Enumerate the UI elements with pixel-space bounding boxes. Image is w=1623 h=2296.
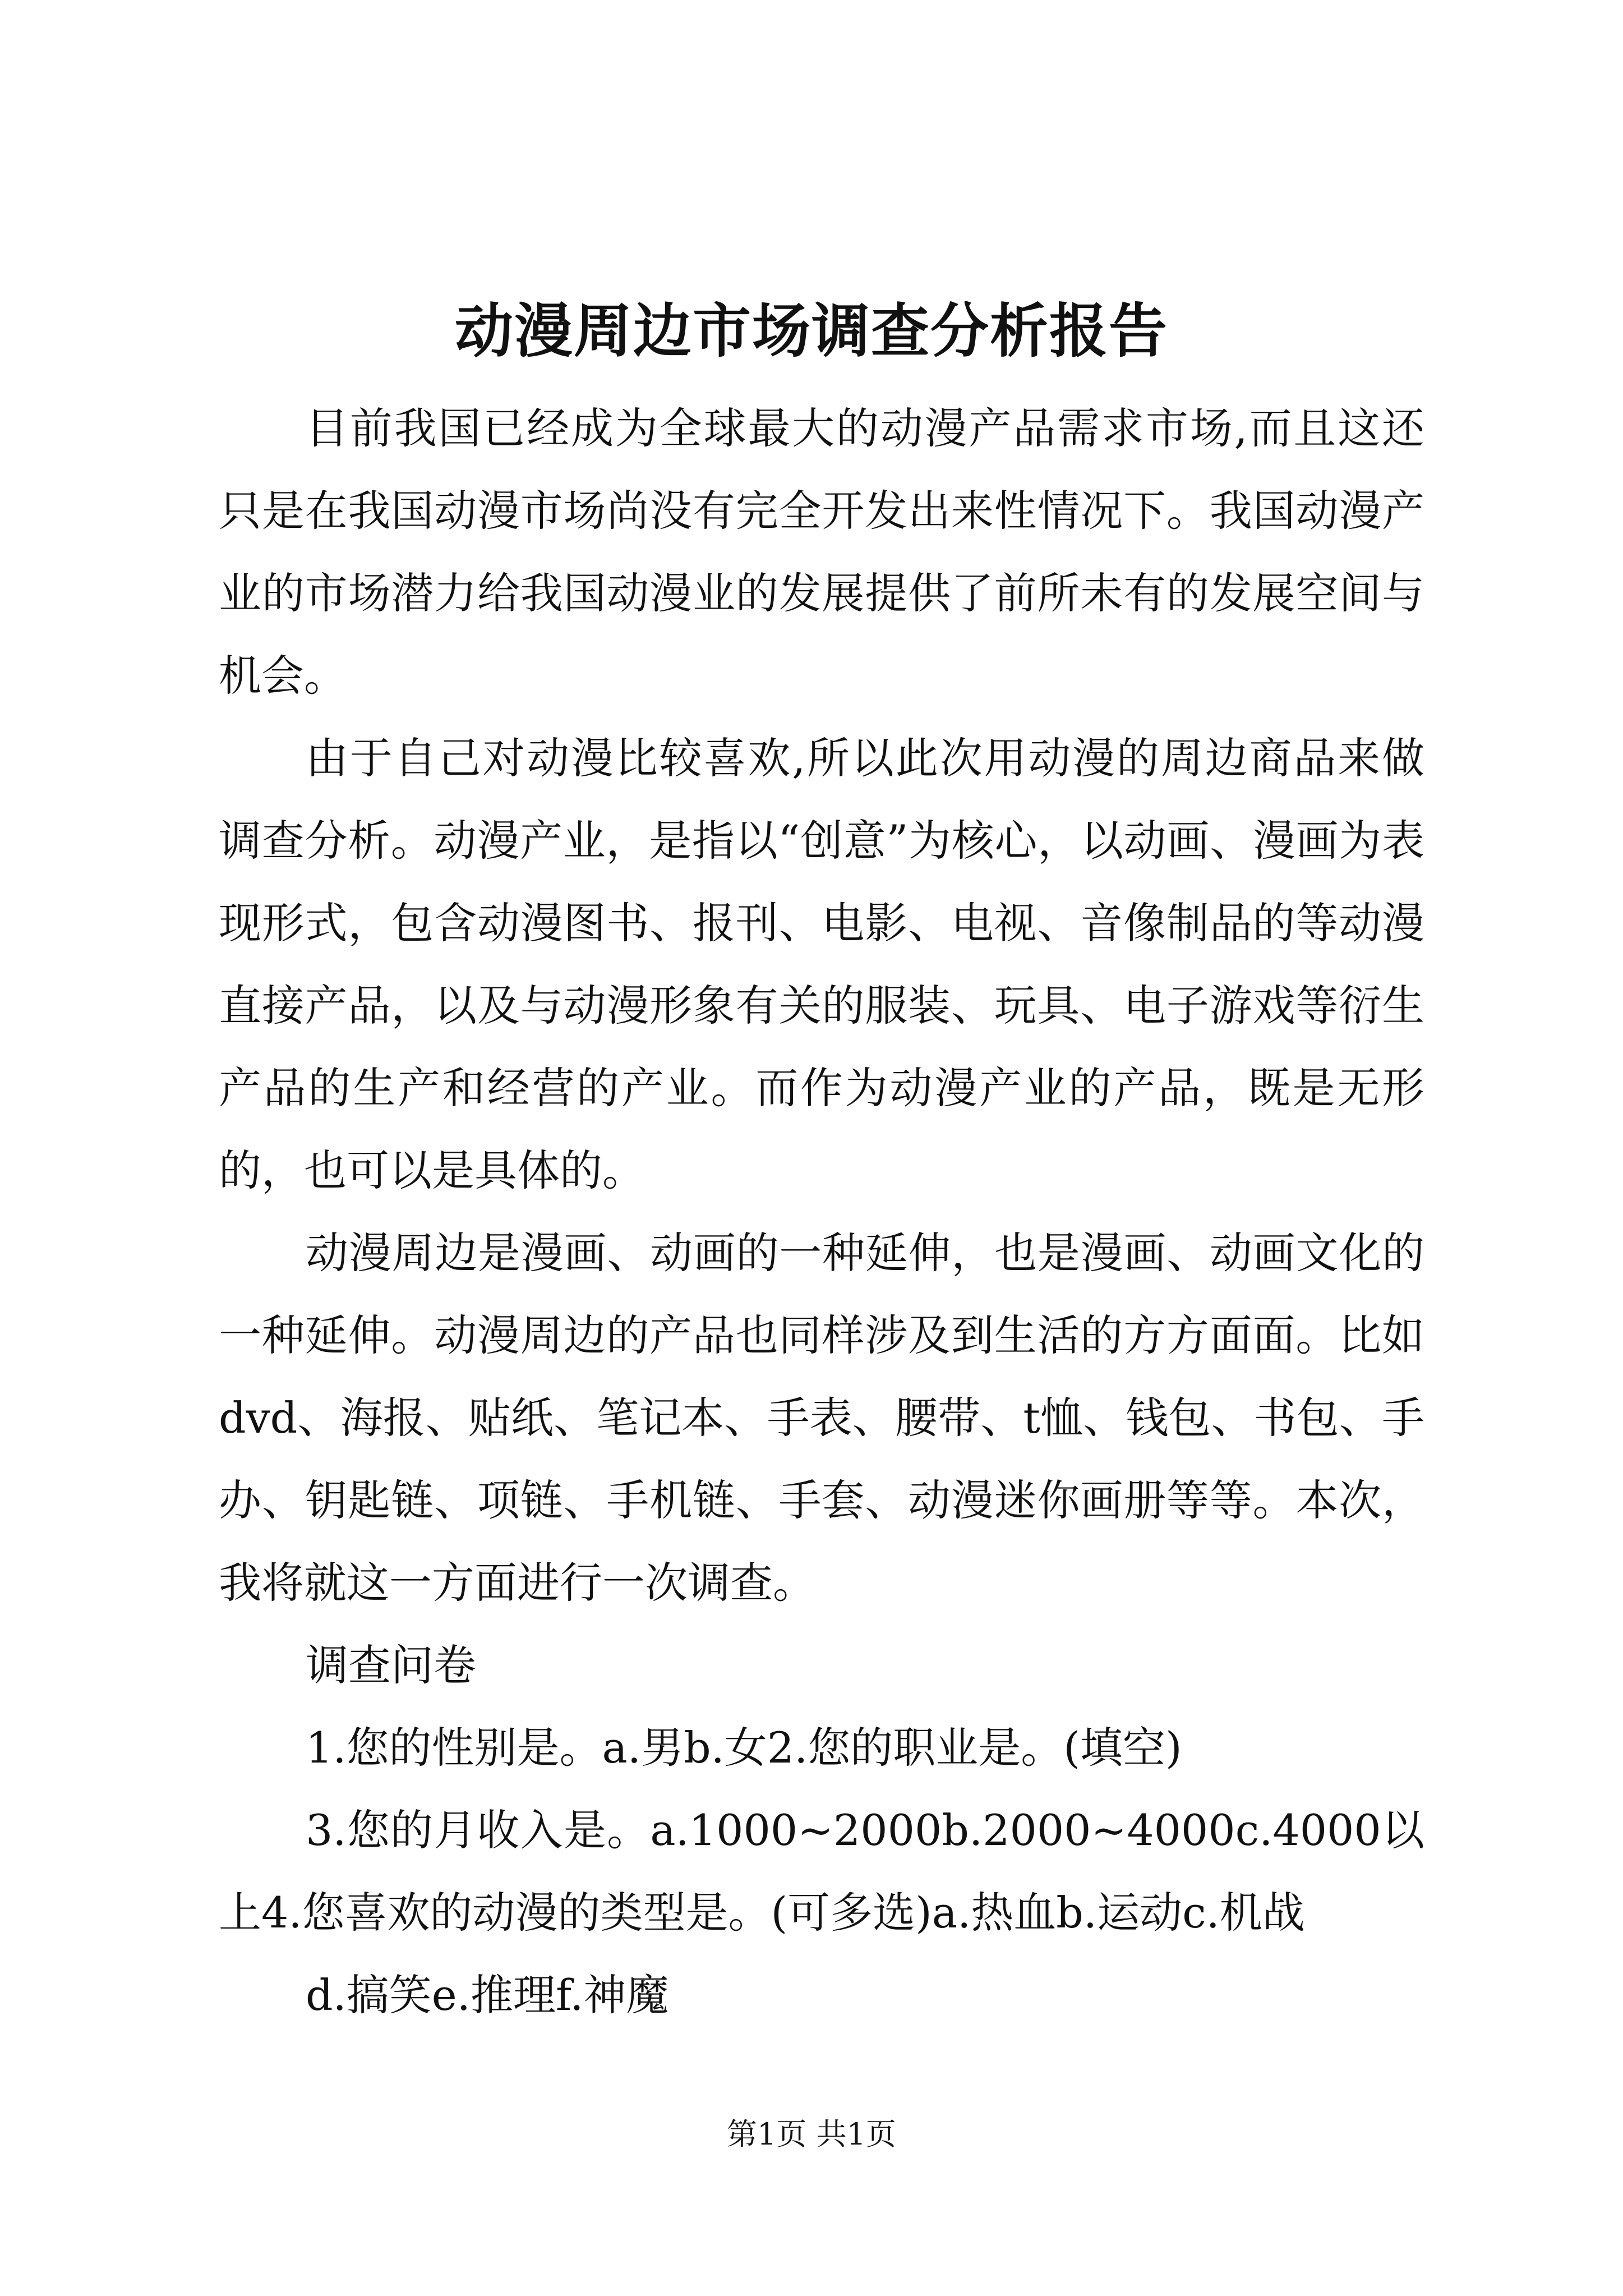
questionnaire-heading: 调查问卷 bbox=[306, 1640, 476, 1690]
document-body bbox=[219, 387, 1424, 2036]
paragraph-intro: 目前我国已经成为全球最大的动漫产品需求市场,而且这还只是在我国动漫市场尚没有完全开发出来性情况下。我国动漫产业的市场潜力给我国动漫业的发展提供了前所未有的发展空间与机会。 bbox=[219, 403, 1424, 701]
paragraph-industry-definition: 由于自己对动漫比较喜欢,所以此次用动漫的周边商品来做调查分析。动漫产业，是指以“创意”为核心，以动画、漫画为表现形式，包含动漫图书、报刊、电影、电视、音像制品的等动漫直接产品，以及与动漫形象有关的服装、玩具、电子游戏等衍生产品的生产和经营的产业。而作为动漫产业的产品，既是无形的，也可以是具体的。 bbox=[219, 733, 1424, 1195]
questionnaire-line-2: 3.您的月收入是。a.1000~2000b.2000~4000c.4000以上4.您喜欢的动漫的类型是。(可多选)a.热血b.运动c.机战 bbox=[219, 1805, 1424, 1938]
questionnaire-line-1: 1.您的性别是。a.男b.女2.您的职业是。(填空) bbox=[306, 1723, 1182, 1773]
paragraph-peripheral-products: 动漫周边是漫画、动画的一种延伸，也是漫画、动画文化的一种延伸。动漫周边的产品也同样涉及到生活的方方面面。比如dvd、海报、贴纸、笔记本、手表、腰带、t恤、钱包、书包、手办、钥匙链、项链、手机链、手套、动漫迷你画册等等。本次，我将就这一方面进行一次调查。 bbox=[219, 1228, 1424, 1608]
page-number-footer: 第1页 共1页 bbox=[727, 2116, 896, 2152]
document-title: 动漫周边市场调查分析报告 bbox=[454, 296, 1168, 365]
questionnaire-line-3: d.搞笑e.推理f.神魔 bbox=[306, 1970, 669, 2020]
